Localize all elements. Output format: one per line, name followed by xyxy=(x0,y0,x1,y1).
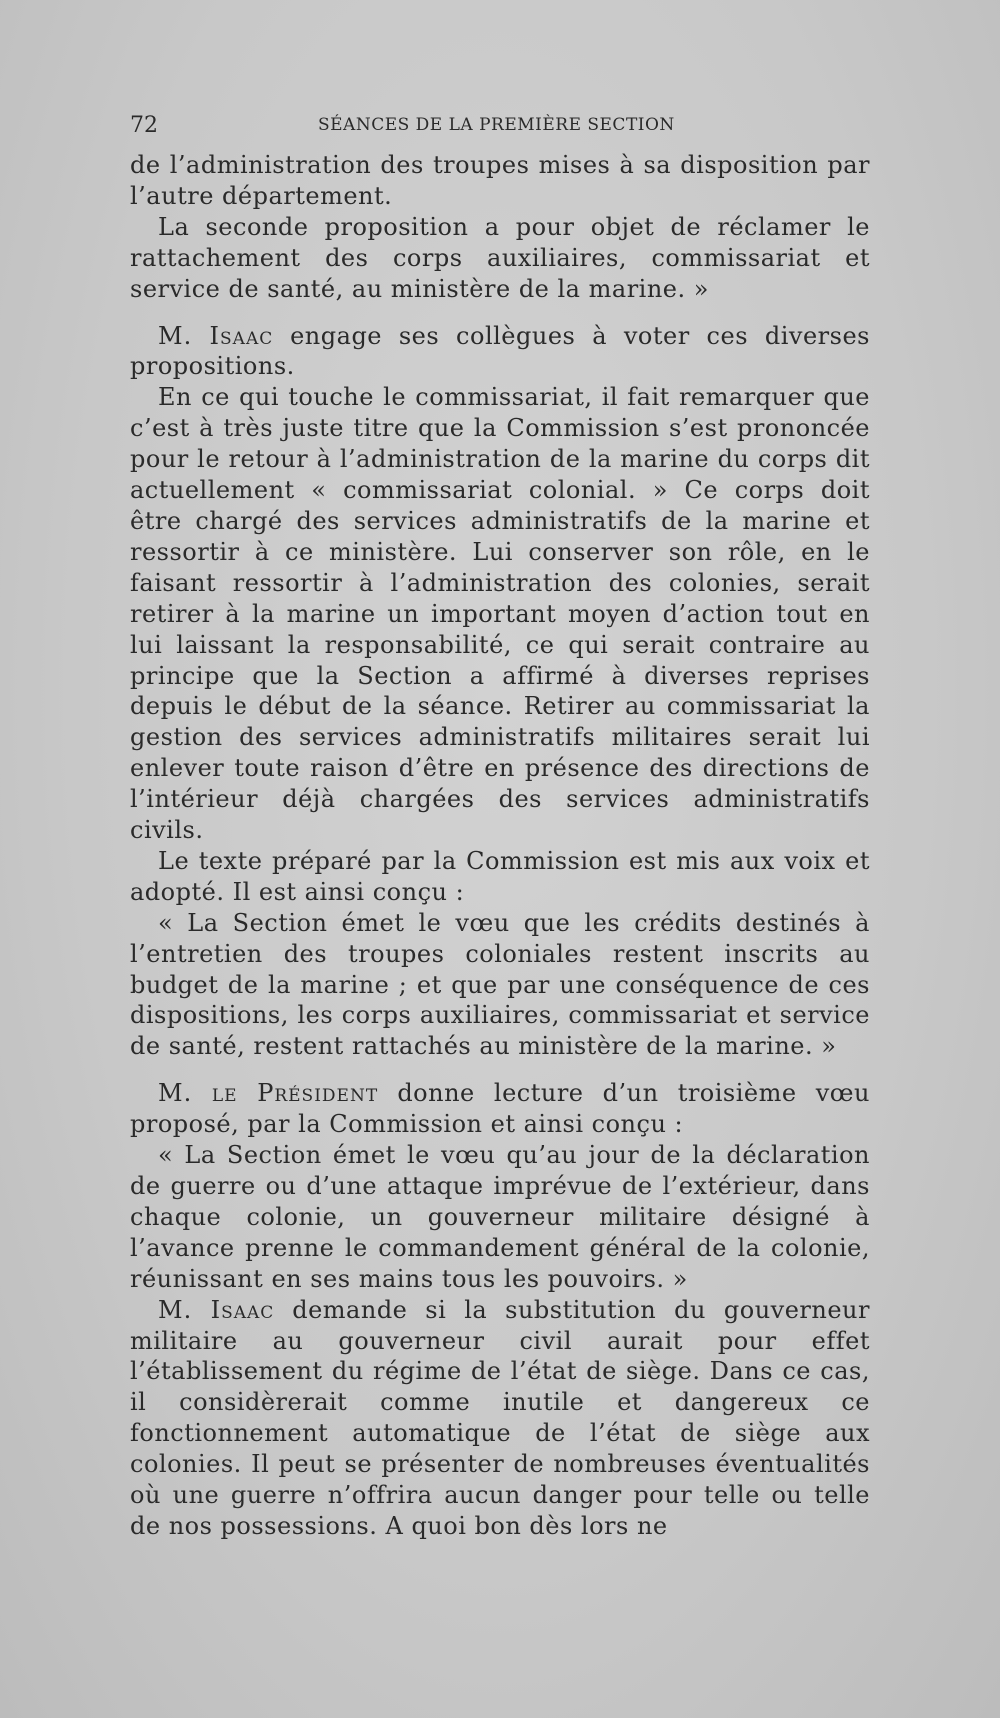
paragraph-text: La seconde proposition a pour objet de réclamer le rattachement des corps auxiliaires, commissariat et service de santé, au ministère de la marine. » xyxy=(130,212,870,303)
quoted-resolution xyxy=(130,1140,870,1295)
paragraph-text: engage ses collègues à voter ces diverses propositions. xyxy=(130,321,870,381)
paragraph xyxy=(130,1295,870,1542)
speaker-name: M. le Président xyxy=(158,1079,379,1108)
page-header xyxy=(130,113,870,143)
page-number: 72 xyxy=(130,113,158,138)
paragraph-text: Le texte préparé par la Commission est mis aux voix et adopté. Il est ainsi conçu : xyxy=(130,846,870,906)
paragraph-text: En ce qui touche le commissariat, il fait remarquer que c’est à très juste titre que la Commission s’est prononcée pour le retour à l’administration de la marine du corps dit actuellement « commissariat colonial. » Ce corps doit être chargé des services administratifs de la marine et ressortir à ce ministère. Lui conserver son rôle, en le faisant ressortir à l’administration des colonies, serait retirer à la marine un important moyen d’action tout en lui laissant la responsabilité, ce qui serait contraire au principe que la Section a affirmé à diverses reprises depuis le début de la séance. Retirer au commissariat la gestion des services administratifs militaires serait lui enlever toute raison d’être en présence des directions de l’intérieur déjà chargées des services administratifs civils. xyxy=(130,383,870,845)
paragraph-text: « La Section émet le vœu que les crédits destinés à l’entretien des troupes coloniales restent inscrits au budget de la marine ; et que par une conséquence de ces dispositions, les corps auxiliaires, commissariat et service de santé, restent rattachés au ministère de la marine. » xyxy=(130,908,870,1061)
paragraph xyxy=(130,382,870,846)
paragraph-text: de l’administration des troupes mises à sa disposition par l’autre département. xyxy=(130,151,870,210)
paragraph-text: demande si la substitution du gouverneur militaire au gouverneur civil aurait pour effet l’établissement du régime de l’état de siège. Dans ce cas, il considèrerait comme inutile et dangereux ce fonctionnement automatique de l’état de siège aux colonies. Il peut se présenter de nombreuses éventualités où une guerre n’offrira aucun danger pour telle ou telle de nos possessions. A quoi bon dès lors ne xyxy=(130,1295,870,1540)
paragraph xyxy=(130,321,870,383)
body-text xyxy=(130,150,870,1542)
paragraph xyxy=(130,846,870,908)
paragraph-text: donne lecture d’un troisième vœu proposé, par la Commission et ainsi conçu : xyxy=(130,1079,870,1139)
paragraph xyxy=(130,212,870,305)
paragraph-text: « La Section émet le vœu qu’au jour de la déclaration de guerre ou d’une attaque imprévue de l’extérieur, dans chaque colonie, un gouverneur militaire désigné à l’avance prenne le commandement général de la colonie, réunissant en ses mains tous les pouvoirs. » xyxy=(130,1141,870,1293)
running-title: SÉANCES DE LA PREMIÈRE SECTION xyxy=(318,115,675,135)
speaker-name: M. Isaac xyxy=(158,1295,275,1324)
speaker-name: M. Isaac xyxy=(158,321,274,350)
paragraph xyxy=(130,1078,870,1140)
paragraph xyxy=(130,150,870,212)
quoted-resolution xyxy=(130,908,870,1063)
